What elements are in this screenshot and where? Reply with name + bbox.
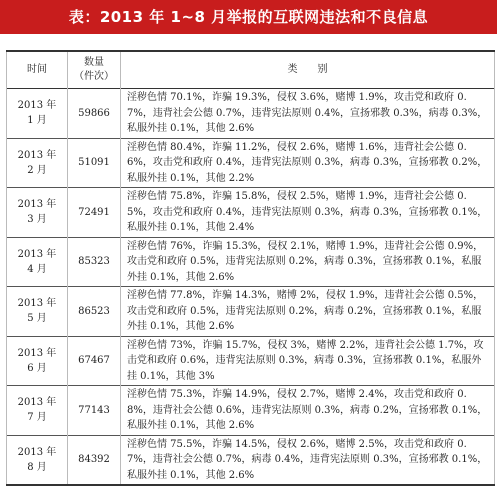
row-year: 2013 年 <box>17 100 57 112</box>
row-description: 淫秽色情 73%，诈骗 15.7%，侵权 3%，赌博 2.2%，违背社会公德 1.7%，攻击党和政府 0.6%，违背宪法原则 0.3%，病毒 0.3%，宣扬邪教 0.1%，私服外挂 0.1%，其他 3% <box>121 336 495 386</box>
row-month: 8 月 <box>27 461 47 473</box>
row-count: 67467 <box>68 336 121 386</box>
table-row <box>7 287 495 337</box>
table-row <box>7 435 495 485</box>
row-year: 2013 年 <box>17 149 57 161</box>
row-count: 72491 <box>68 188 121 238</box>
row-count: 59866 <box>68 89 121 139</box>
row-description: 淫秽色情 77.8%，诈骗 14.3%，赌博 2%，侵权 1.9%，违背社会公德 0.5%，攻击党和政府 0.5%，违背宪法原则 0.2%，病毒 0.2%，宣扬邪教 0.1%，私服外挂 0.1%，其他 2.6% <box>121 287 495 337</box>
row-time <box>7 386 68 436</box>
header-count <box>68 51 121 89</box>
row-month: 6 月 <box>27 362 47 374</box>
table-body <box>7 89 495 486</box>
row-description: 淫秽色情 80.4%，诈骗 11.2%，侵权 2.6%，赌博 1.6%，违背社会公德 0.6%，攻击党和政府 0.4%，违背宪法原则 0.3%，病毒 0.3%，宣扬邪教 0.2%，私服外挂 0.1%，其他 2.2% <box>121 138 495 188</box>
row-month: 4 月 <box>27 263 47 275</box>
row-time <box>7 287 68 337</box>
header-category: 类 别 <box>121 51 495 89</box>
row-year: 2013 年 <box>17 397 57 409</box>
table-title: 表：2013 年 1~8 月举报的互联网违法和不良信息 <box>0 0 497 34</box>
header-count-line1: 数量 <box>84 57 104 68</box>
row-description: 淫秽色情 75.8%，诈骗 15.8%，侵权 2.5%，赌博 1.9%，违背社会公德 0.5%，攻击党和政府 0.4%，违背宪法原则 0.3%，病毒 0.3%，宣扬邪教 0.1%，私服外挂 0.1%，其他 2.4% <box>121 188 495 238</box>
row-year: 2013 年 <box>17 248 57 260</box>
row-month: 3 月 <box>27 214 47 226</box>
row-year: 2013 年 <box>17 347 57 359</box>
row-time <box>7 188 68 238</box>
row-year: 2013 年 <box>17 298 57 310</box>
report-table <box>6 50 495 486</box>
table-row <box>7 237 495 287</box>
row-month: 2 月 <box>27 164 47 176</box>
row-time <box>7 89 68 139</box>
row-description: 淫秽色情 75.3%，诈骗 14.9%，侵权 2.7%，赌博 2.4%，攻击党和政府 0.8%，违背社会公德 0.6%，违背宪法原则 0.3%，病毒 0.2%，宣扬邪教 0.1%，私服外挂 0.1%，其他 2.6% <box>121 386 495 436</box>
row-count: 77143 <box>68 386 121 436</box>
row-description: 淫秽色情 70.1%，诈骗 19.3%，侵权 3.6%，赌博 1.9%，攻击党和政府 0.7%，违背社会公德 0.7%，违背宪法原则 0.4%，宣扬邪教 0.3%，病毒 0.3%，私服外挂 0.1%，其他 2.6% <box>121 89 495 139</box>
row-count: 51091 <box>68 138 121 188</box>
row-time <box>7 138 68 188</box>
header-row <box>7 51 495 89</box>
row-description: 淫秽色情 75.5%，诈骗 14.5%，侵权 2.6%，赌博 2.5%，攻击党和政府 0.7%，违背社会公德 0.7%，病毒 0.4%，违背宪法原则 0.3%，宣扬邪教 0.1%，私服外挂 0.1%，其他 2.6% <box>121 435 495 485</box>
row-description: 淫秽色情 76%，诈骗 15.3%，侵权 2.1%，赌博 1.9%，违背社会公德 0.9%，攻击党和政府 0.5%，违背宪法原则 0.2%，病毒 0.3%，宣扬邪教 0.1%，私服外挂 0.1%，其他 2.6% <box>121 237 495 287</box>
row-year: 2013 年 <box>17 446 57 458</box>
header-time: 时间 <box>7 51 68 89</box>
row-time <box>7 237 68 287</box>
table-header <box>7 51 495 89</box>
table-row <box>7 188 495 238</box>
row-time <box>7 435 68 485</box>
table-row <box>7 386 495 436</box>
header-count-line2: （件次） <box>74 71 114 82</box>
row-count: 84392 <box>68 435 121 485</box>
row-count: 85323 <box>68 237 121 287</box>
table-row <box>7 336 495 386</box>
table-row <box>7 89 495 139</box>
row-count: 86523 <box>68 287 121 337</box>
row-month: 1 月 <box>27 115 47 127</box>
row-time <box>7 336 68 386</box>
row-month: 5 月 <box>27 313 47 325</box>
row-month: 7 月 <box>27 412 47 424</box>
row-year: 2013 年 <box>17 199 57 211</box>
table-row <box>7 138 495 188</box>
